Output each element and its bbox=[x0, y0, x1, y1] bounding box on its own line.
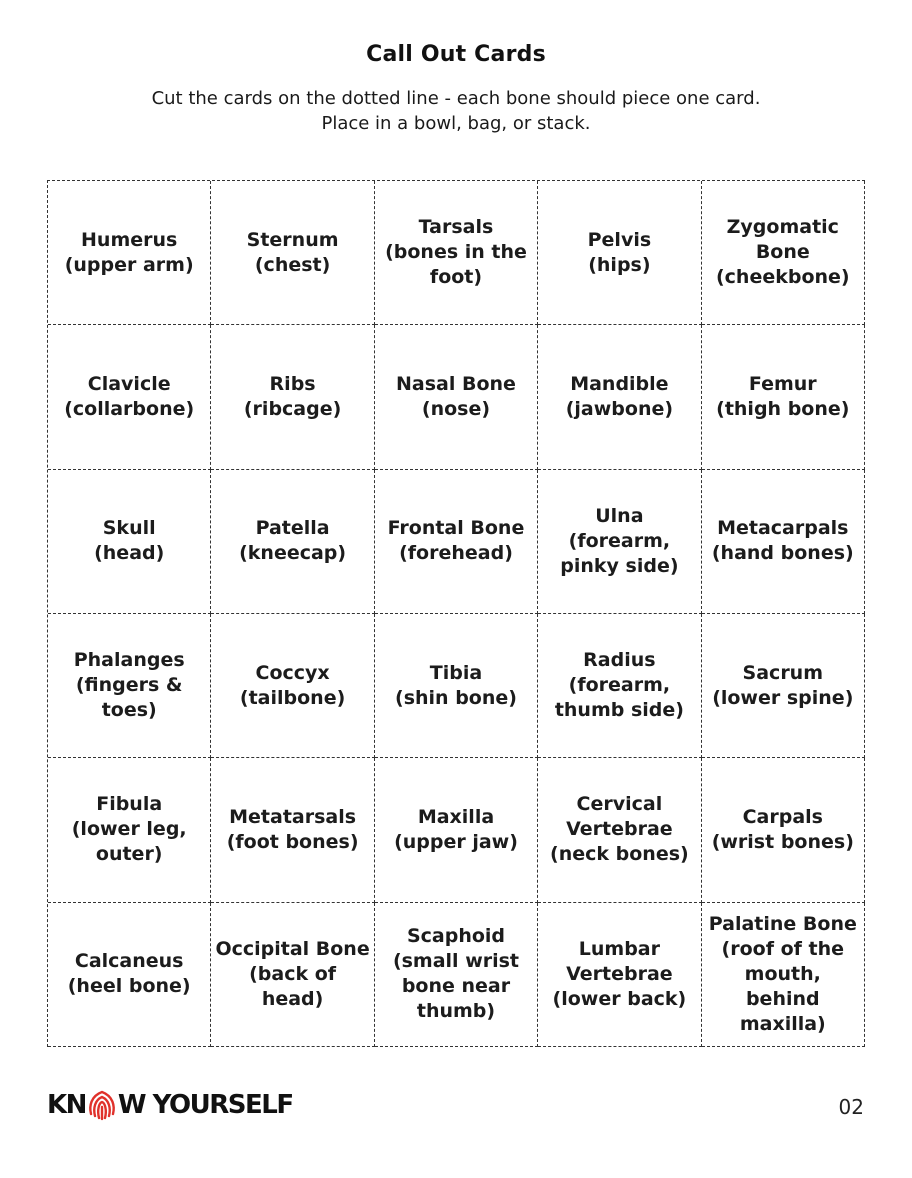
card-label: Tibia (shin bone) bbox=[395, 661, 517, 709]
card-label: Ulna (forearm, pinky side) bbox=[560, 504, 679, 577]
card-label: Coccyx (tailbone) bbox=[239, 661, 346, 709]
page-number: 02 bbox=[838, 1095, 864, 1119]
know-yourself-logo bbox=[47, 1088, 293, 1122]
card-label: Fibula (lower leg, outer) bbox=[71, 793, 187, 866]
card-label: Scaphoid (small wrist bone near thumb) bbox=[392, 925, 520, 1023]
card-label: Palatine Bone (roof of the mouth, behind maxilla) bbox=[708, 912, 857, 1035]
card bbox=[375, 181, 538, 325]
card bbox=[702, 325, 865, 469]
card bbox=[702, 614, 865, 758]
page-title: Call Out Cards bbox=[366, 42, 546, 67]
card bbox=[48, 470, 211, 614]
card-label: Sternum (chest) bbox=[246, 228, 339, 276]
card bbox=[375, 614, 538, 758]
card bbox=[375, 903, 538, 1047]
card-label: Zygomatic Bone (cheekbone) bbox=[715, 216, 850, 289]
card-label: Skull (head) bbox=[94, 517, 165, 565]
card bbox=[702, 903, 865, 1047]
card bbox=[211, 614, 374, 758]
instructions bbox=[0, 86, 912, 136]
card bbox=[48, 614, 211, 758]
card-label: Femur (thigh bone) bbox=[716, 372, 850, 420]
card bbox=[211, 470, 374, 614]
card bbox=[538, 614, 701, 758]
card-label: Metatarsals (foot bones) bbox=[226, 805, 359, 853]
card-label: Cervical Vertebrae (neck bones) bbox=[550, 793, 689, 866]
card-label: Pelvis (hips) bbox=[587, 228, 652, 276]
card bbox=[538, 181, 701, 325]
card bbox=[48, 181, 211, 325]
card-label: Sacrum (lower spine) bbox=[712, 661, 854, 709]
card bbox=[702, 758, 865, 902]
card-label: Nasal Bone (nose) bbox=[396, 372, 516, 420]
card-label: Lumbar Vertebrae (lower back) bbox=[552, 937, 687, 1010]
logo-text-end: W YOURSELF bbox=[117, 1090, 293, 1120]
card bbox=[538, 758, 701, 902]
card bbox=[538, 325, 701, 469]
card-label: Maxilla (upper jaw) bbox=[394, 805, 518, 853]
card-label: Occipital Bone (back of head) bbox=[215, 937, 370, 1010]
card-label: Clavicle (collarbone) bbox=[64, 372, 195, 420]
card-label: Frontal Bone (forehead) bbox=[387, 517, 525, 565]
card-label: Phalanges (fingers & toes) bbox=[73, 649, 185, 722]
card-grid bbox=[47, 180, 865, 1047]
card bbox=[48, 758, 211, 902]
fingerprint-icon bbox=[87, 1088, 117, 1122]
card bbox=[211, 325, 374, 469]
card-label: Mandible (jawbone) bbox=[565, 372, 674, 420]
card-label: Tarsals (bones in the foot) bbox=[385, 216, 527, 289]
card-label: Radius (forearm, thumb side) bbox=[554, 649, 684, 722]
instructions-line-1: Cut the cards on the dotted line - each bone should piece one card. bbox=[151, 88, 761, 109]
card-label: Carpals (wrist bones) bbox=[711, 805, 854, 853]
card bbox=[48, 325, 211, 469]
card bbox=[702, 181, 865, 325]
card-label: Metacarpals (hand bones) bbox=[711, 517, 854, 565]
card bbox=[375, 758, 538, 902]
card bbox=[375, 470, 538, 614]
card bbox=[538, 903, 701, 1047]
card-label: Humerus (upper arm) bbox=[64, 228, 194, 276]
card bbox=[48, 903, 211, 1047]
card bbox=[211, 181, 374, 325]
card-label: Ribs (ribcage) bbox=[243, 372, 342, 420]
card-label: Patella (kneecap) bbox=[239, 517, 347, 565]
card bbox=[702, 470, 865, 614]
card-label: Calcaneus (heel bone) bbox=[67, 950, 191, 998]
card bbox=[211, 758, 374, 902]
instructions-line-2: Place in a bowl, bag, or stack. bbox=[321, 113, 591, 134]
card bbox=[211, 903, 374, 1047]
card bbox=[538, 470, 701, 614]
card bbox=[375, 325, 538, 469]
logo-text-start: KN bbox=[47, 1090, 86, 1120]
